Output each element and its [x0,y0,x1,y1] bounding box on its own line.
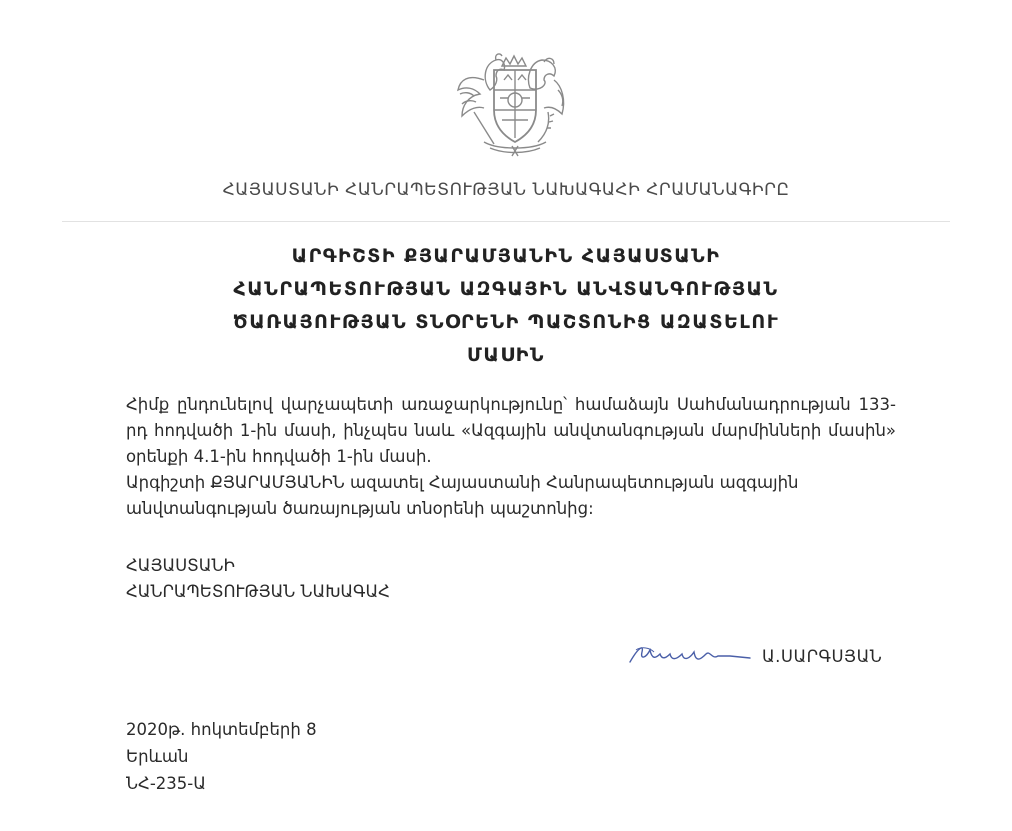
office-line: ՀԱՅԱՍՏԱՆԻ [126,556,235,575]
decision-paragraph: Արգիշտի ՔՅԱՐԱՄՅԱՆԻՆ ազատել Հայաստանի Հանրապետության ազգային անվտանգության ծառայության տնօրենի պաշտոնից: [126,473,799,518]
document-title [180,240,832,372]
signature-image [626,638,752,670]
document-number: ՆՀ-235-Ա [126,774,206,793]
title-line: ԾԱՌԱՅՈՒԹՅԱՆ ՏՆՕՐԵՆԻ ՊԱՇՏՈՆԻՑ ԱԶԱՏԵԼՈՒ [232,311,780,333]
issuer-heading: ՀԱՅԱՍՏԱՆԻ ՀԱՆՐԱՊԵՏՈՒԹՅԱՆ ՆԱԽԱԳԱՀԻ ՀՐԱՄԱՆԱԳԻՐԸ [222,180,790,200]
divider [62,221,950,222]
document-body [126,392,896,522]
signer-name: Ա.ՍԱՐԳՍՅԱՆ [762,647,883,666]
title-line: ԱՐԳԻՇՏԻ ՔՅԱՐԱՄՅԱՆԻՆ ՀԱՅԱՍՏԱՆԻ [291,245,721,267]
document-place: Երևան [126,747,189,766]
document-footer [126,716,317,797]
signatory-office [126,553,390,605]
document-date: 2020թ. հոկտեմբերի 8 [126,720,317,739]
coat-of-arms-icon [454,50,570,162]
preamble-paragraph: Հիմք ընդունելով վարչապետի առաջարկությունը՝ համաձայն Սահմանադրության 133-րդ հոդվածի 1-ին մասի, ինչպես նաև «Ազգային անվտանգության մարմինների մասին» օրենքի 4.1-ին հոդվածի 1-ին մասի. [126,395,896,466]
title-line: ՄԱՍԻՆ [467,344,545,366]
office-line: ՀԱՆՐԱՊԵՏՈՒԹՅԱՆ ՆԱԽԱԳԱՀ [126,582,390,601]
title-line: ՀԱՆՐԱՊԵՏՈՒԹՅԱՆ ԱԶԳԱՅԻՆ ԱՆՎՏԱՆԳՈՒԹՅԱՆ [233,278,779,300]
